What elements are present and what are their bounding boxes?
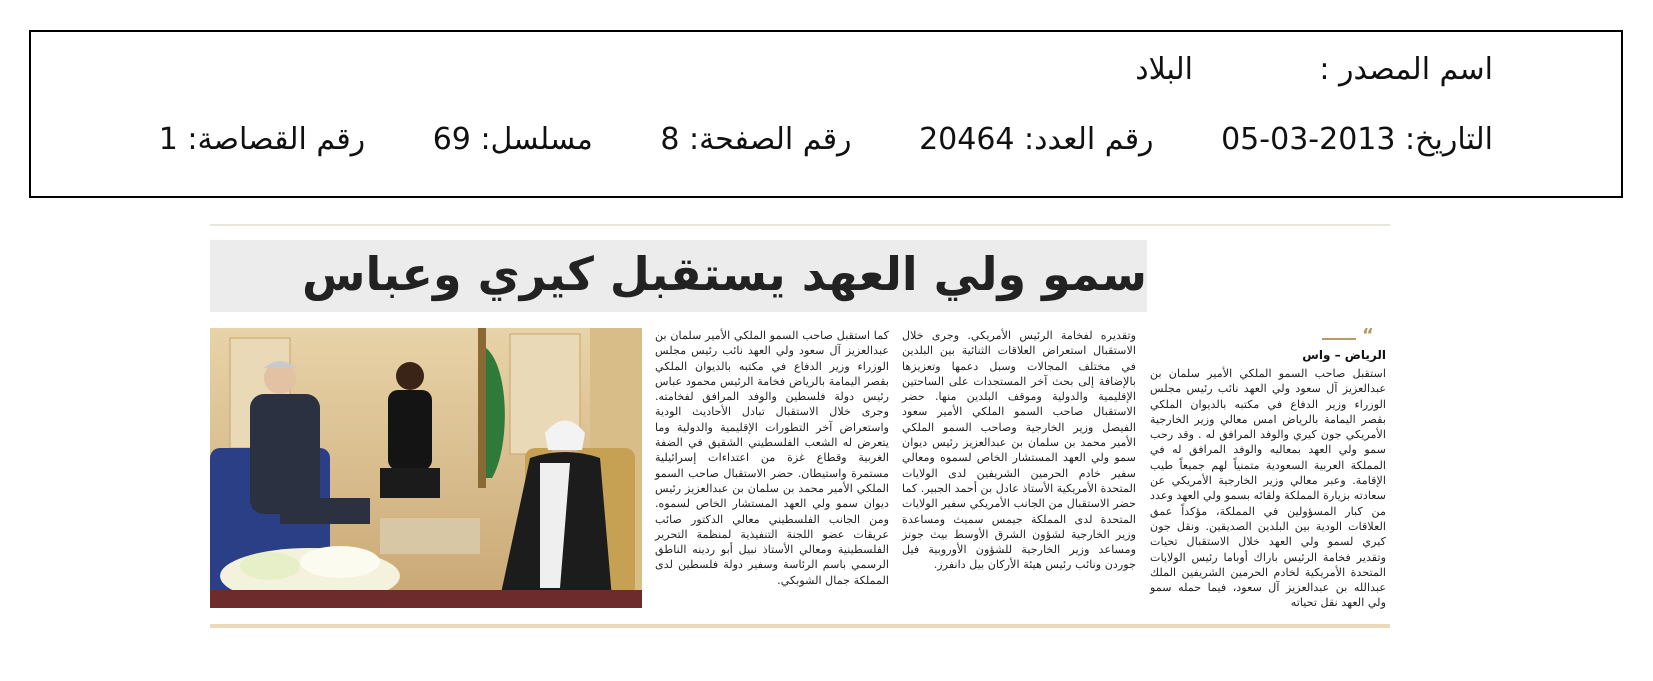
article-paragraph: استقبل صاحب السمو الملكي الأمير سلمان بن عبدالعزيز آل سعود ولي العهد نائب رئيس مجلس الوزراء وزير الدفاع في مكتبه بالديوان الملكي بقصر اليمامة بالرياض امس معالي وزير الخارجية الأمريكي جون كيري والوفد المرافق له . وقد رحب سمو ولي العهد بمعاليه والوفد المرافق له في المملكة العربية السعودية متمنياً لهم جميعاً طيب الإقامة. وعبر معالي وزير الخارجية الأمريكي عن سعادته بزيارة المملكة ولقائه بسمو ولي العهد وعدد من كبار المسؤولين في المملكة، مؤكداً عمق العلاقات الودية بين البلدين الصديقين. ونقل جون كيري لسمو ولي العهد خلال الاستقبال تحيات وتقدير فخامة الرئيس باراك أوباما رئيس الولايات المتحدة الأمريكية لخادم الحرمين الشريفين الملك عبدالله بن عبدالعزيز آل سعود، فيما حمله سمو ولي العهد نقل تحياته: [1150, 367, 1386, 610]
quote-rule: [1322, 338, 1356, 340]
quote-icon: “: [1362, 325, 1374, 346]
article-paragraph: كما استقبل صاحب السمو الملكي الأمير سلمان بن عبدالعزيز آل سعود ولي العهد نائب رئيس مجلس الوزراء وزير الدفاع في مكتبه بالديوان الملكي بقصر اليمامة بالرياض فخامة الرئيس محمود عباس رئيس دولة فلسطين والوفد المرافق لفخامته. وجرى خلال الاستقبال تبادل الأحاديث الودية واستعراض آخر التطورات الإقليمية والدولية وما يتعرض له الشعب الفلسطيني الشقيق في الضفة الغربية وقطاع غزة من اعتداءات إسرائيلية مستمرة واستيطان. حضر الاستقبال صاحب السمو الملكي الأمير محمد بن سلمان بن عبدالعزيز رئيس ديوان سمو ولي العهد المستشار الخاص لسموه. ومن الجانب الفلسطيني معالي الدكتور صائب عريقات عضو اللجنة التنفيذية لمنظمة التحرير الفلسطينية ومعالي الأستاذ نبيل أبو ردينه الناطق الرسمي باسم الرئاسة وسفير دولة فلسطين لدى المملكة جمال الشوبكي.: [655, 329, 889, 587]
article-column-3: [655, 328, 889, 588]
clip-number-field: رقم القصاصة: 1: [158, 122, 366, 157]
article-paragraph: وتقديره لفخامة الرئيس الأمريكي. وجرى خلال الاستقبال استعراض العلاقات الثنائية بين البلدين في مختلف المجالات وسبل دعمها وتعزيزها بالإضافة إلى بحث آخر المستجدات على الساحتين الإقليمية والدولية وموقف البلدين منها. حضر الاستقبال صاحب السمو الملكي الأمير سعود الفيصل وزير الخارجية وصاحب السمو الملكي الأمير محمد بن سلمان بن عبدالعزيز رئيس ديوان سمو ولي العهد المستشار الخاص لسموه ومعالي سفير خادم الحرمين الشريفين لدى الولايات المتحدة الأمريكية الأستاذ عادل بن أحمد الجبير. كما حضر الاستقبال من الجانب الأمريكي سفير الولايات المتحدة لدى المملكة جيمس سميث ومساعدة وزير الخارجية لشؤون الشرق الأوسط بيث جونز ومساعد وزير الخارجية للشؤون الأوروبية فيل جوردن ونائب رئيس هيئة الأركان بيل دانفرز.: [902, 329, 1136, 572]
source-value: البلاد: [1135, 52, 1193, 87]
clipping-top-rule: [210, 224, 1390, 226]
serial-field: مسلسل: 69: [432, 122, 593, 157]
page-number-field: رقم الصفحة: 8: [660, 122, 852, 157]
clipping-bottom-rule: [210, 624, 1390, 628]
article-column-2: [902, 328, 1136, 573]
issue-number-field: رقم العدد: 20464: [919, 122, 1154, 157]
meeting-photo-illustration: [210, 328, 642, 608]
source-label: اسم المصدر :: [1319, 52, 1493, 87]
clipping-meta-row: [101, 122, 1493, 157]
article-photo: [210, 328, 642, 608]
article-headline: سمو ولي العهد يستقبل كيري وعباس: [302, 247, 1147, 301]
article-dateline: الرياض – واس: [1302, 348, 1386, 362]
date-field: التاريخ: 2013-03-05: [1221, 122, 1493, 157]
article-column-1: [1150, 366, 1386, 611]
